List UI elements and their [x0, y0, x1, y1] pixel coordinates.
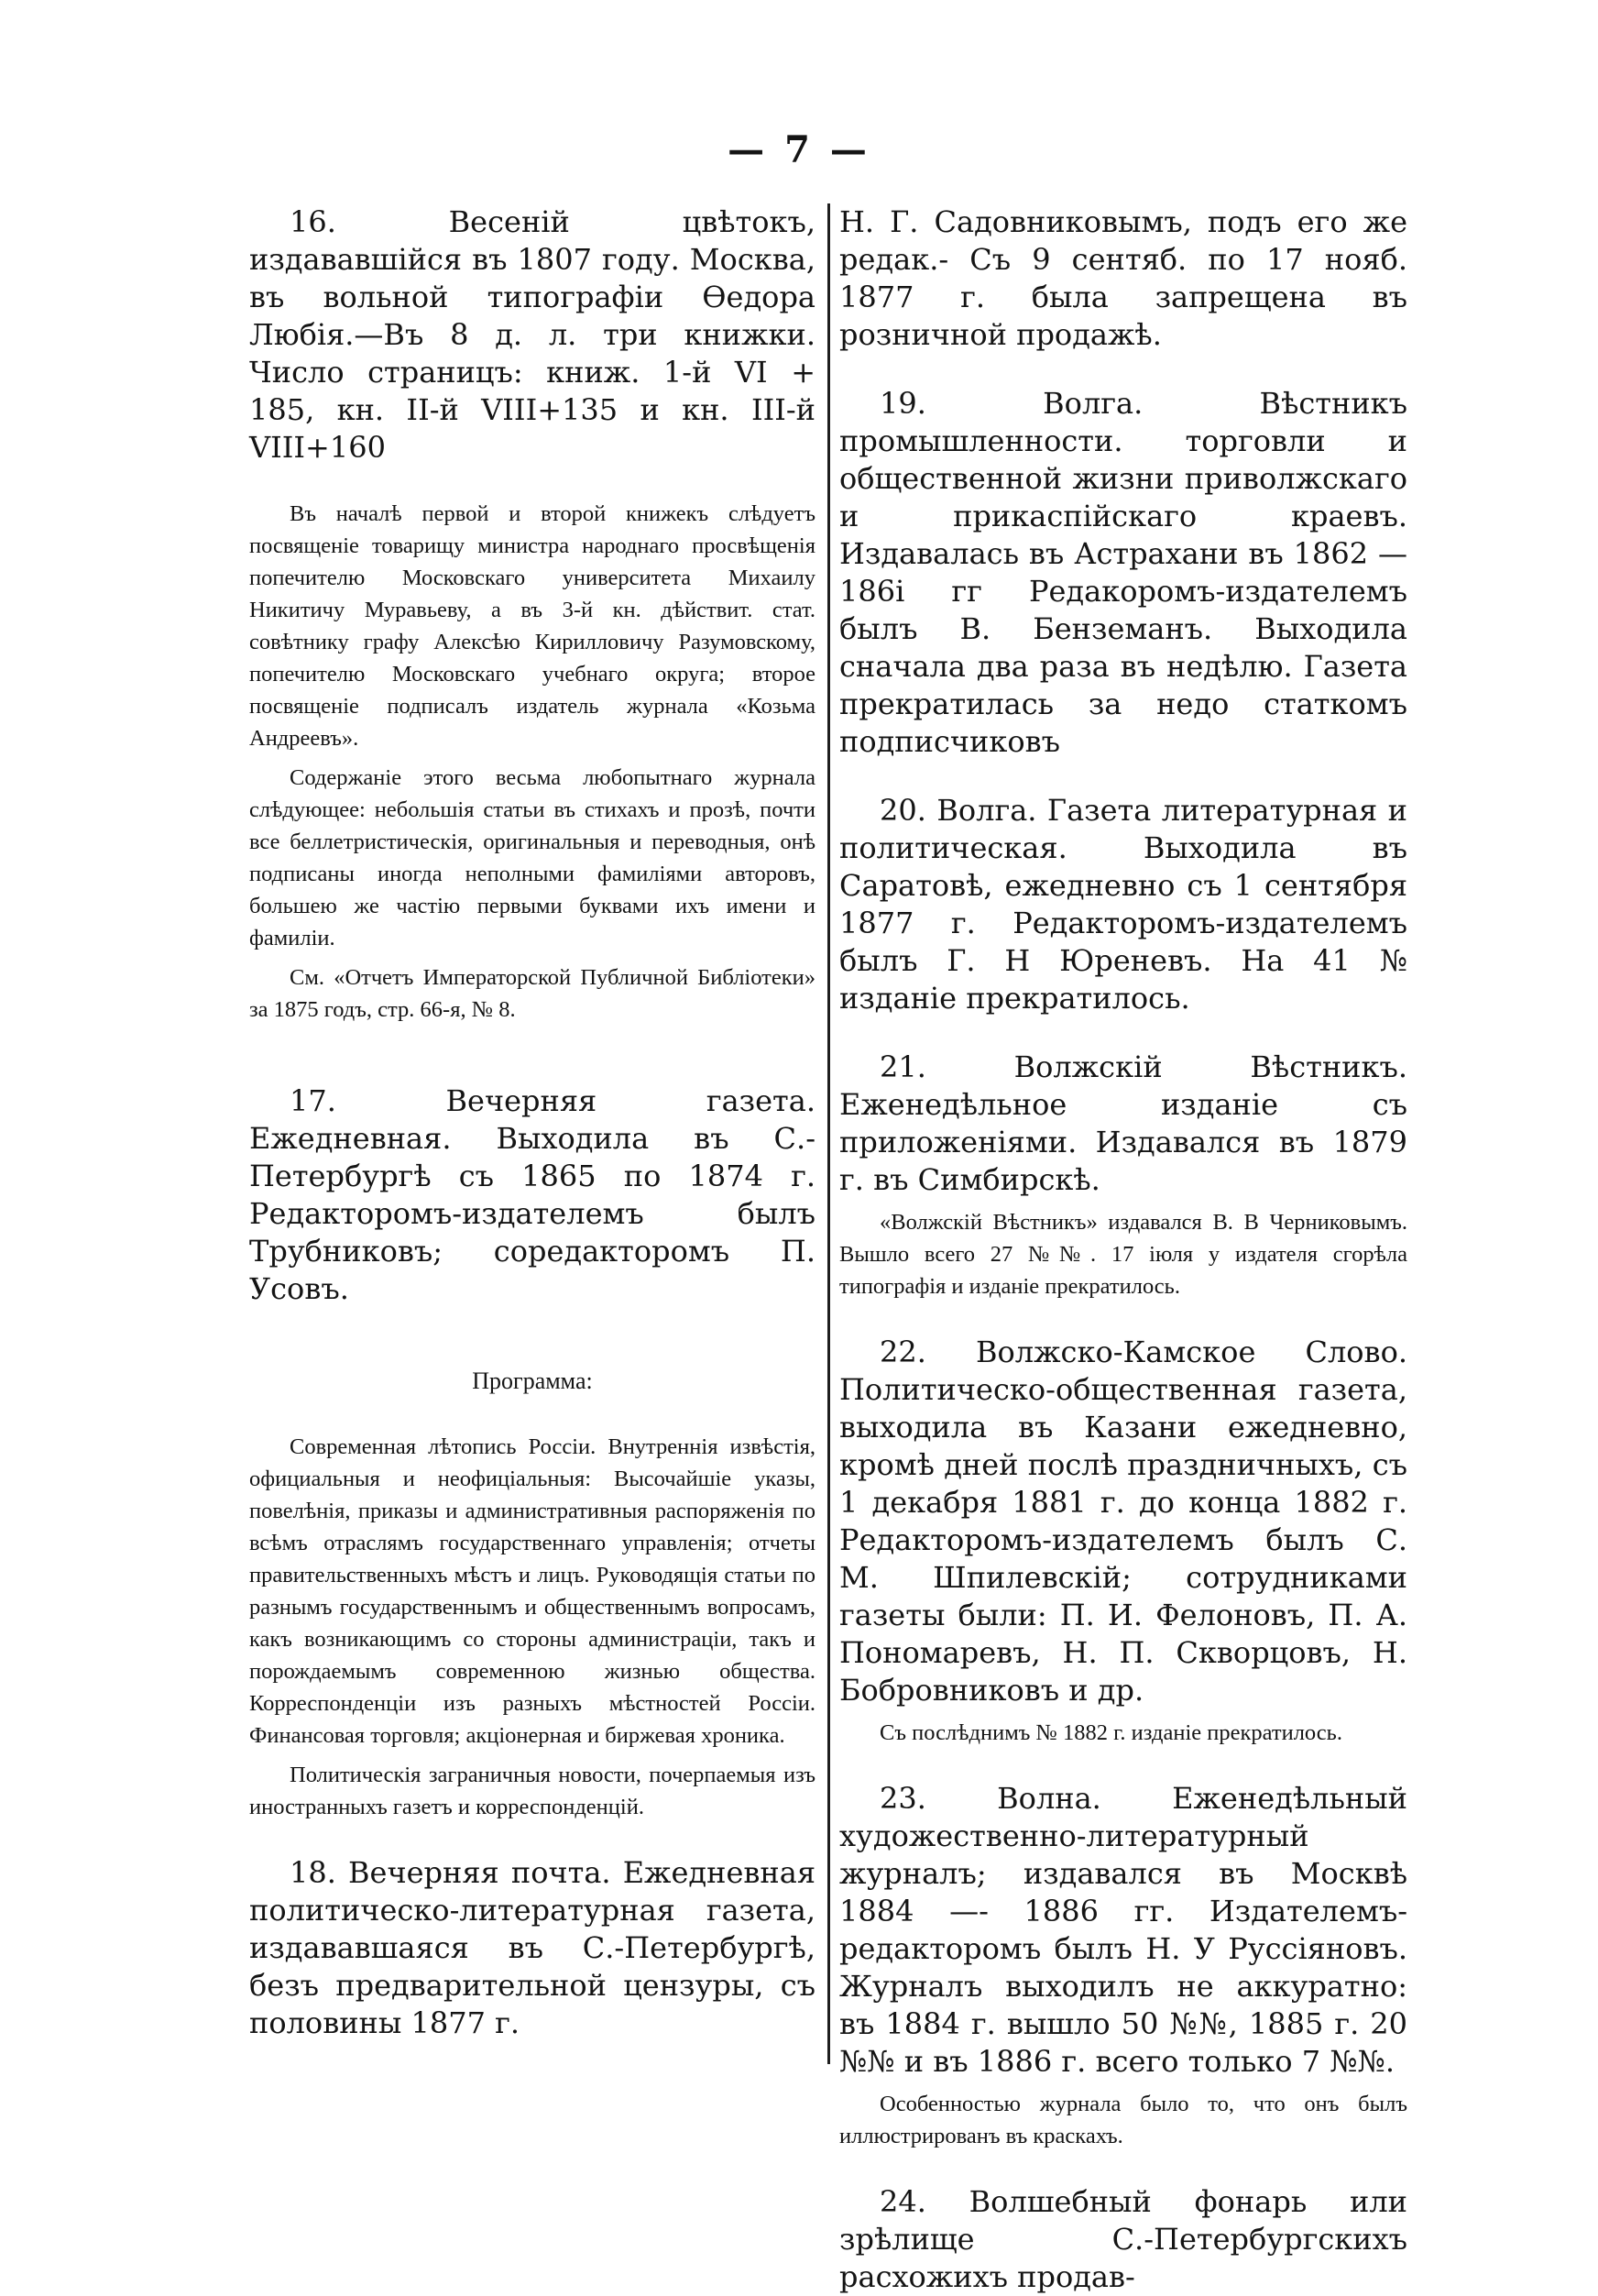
entry-17-note-foreign-news: Политическія заграничныя новости, почерпаемыя изъ иностранныхъ газетъ и корреспонденцій.: [249, 1763, 815, 1819]
entry-16-note-reference: См. «Отчетъ Императорской Публичной Библіотеки» за 1875 годъ, стр. 66-я, № 8.: [249, 965, 815, 1022]
entry-22-note: Съ послѣднимъ № 1882 г. изданіе прекратилось.: [880, 1720, 1342, 1745]
entry-23-note: Особенностью журнала было то, что онъ былъ иллюстрированъ въ краскахъ.: [839, 2092, 1407, 2148]
page-number: — 7 —: [728, 128, 870, 171]
entry-21-text: 21. Волжскій Вѣстникъ. Еженедѣльное изданіе съ приложеніями. Издавался въ 1879 г. въ Симбирскѣ.: [839, 1049, 1407, 1197]
entry-17-text: 17. Вечерняя газета. Ежедневная. Выходила въ С.-Петербургѣ съ 1865 по 1874 г. Редакторомъ-издателемъ былъ Трубниковъ; соредакторомъ П. Усовъ.: [249, 1083, 815, 1306]
entry-16-note-dedication: Въ началѣ первой и второй книжекъ слѣдуетъ посвященіе товарищу министра народнаго просвѣщенія попечителю Московскаго университета Михаилу Никитичу Муравьеву, а въ 3-й кн. дѣйствит. стат. совѣтнику графу Алексѣю Кирилловичу Разумовскому, попечителю Московскаго учебнаго округа; второе посвященіе подписалъ издатель журнала «Козьма Андреевъ».: [249, 501, 815, 751]
entry-17-note-program: Современная лѣтопись Россіи. Внутреннія извѣстія, официальныя и неофиціальныя: Высочайшіе указы, повелѣнія, приказы и административныя распоряженія по всѣмъ отраслямъ государственнаго управленія; отчеты правительственныхъ мѣстъ и лицъ. Руководящія статьи по разнымъ государственнымъ и общественнымъ вопросамъ, какъ возникающимъ со стороны администраціи, такъ и порождаемымъ современною жизнью общества. Корреспонденціи изъ разныхъ мѣстностей Россіи. Финансовая торговля; акціонерная и биржевая хроника.: [249, 1434, 815, 1748]
entry-16-text: 16. Весеній цвѣтокъ, издававшійся въ 1807 году. Москва, въ вольной типографіи Өедора Любія.—Въ 8 д. л. три книжки. Число страницъ: книж. 1-й VI + 185, кн. II-й VIII+135 и кн. III-й VIII+160: [249, 204, 815, 465]
entry-19-text: 19. Волга. Вѣстникъ промышленности. торговли и общественной жизни приволжскаго и прикаспійскаго краевъ. Издавалась въ Астрахани въ 1862 — 186і гг Редакоромъ-издателемъ былъ В. Бенземанъ. Выходила сначала два раза въ недѣлю. Газета прекратилась за недо статкомъ подписчиковъ: [839, 386, 1407, 759]
entry-24-text: 24. Волшебный фонарь или зрѣлище С.-Петербургскихъ расхожихъ продав-: [839, 2184, 1407, 2294]
entry-17-program-heading: Программа:: [472, 1368, 593, 1394]
entry-20-text: 20. Волга. Газета литературная и политическая. Выходила въ Саратовѣ, ежедневно съ 1 сентября 1877 г. Редакторомъ-издателемъ былъ Г. Н Юреневъ. На 41 № изданіе прекратилось.: [839, 793, 1407, 1016]
entry-22-text: 22. Волжско-Камское Слово. Политическо-общественная газета, выходила въ Казани ежедневно, кромѣ дней послѣ праздничныхъ, съ 1 декабря 1881 г. до конца 1882 г. Редакторомъ-издателемъ былъ С. М. Шпилевскій; сотрудниками газеты были: П. И. Фелоновъ, П. А. Пономаревъ, Н. П. Скворцовъ, Н. Бобровниковъ и др.: [839, 1335, 1407, 1708]
entry-16-note-contents: Содержаніе этого весьма любопытнаго журнала слѣдующее: небольшія статьи въ стихахъ и прозѣ, почти все беллетристическія, оригинальныя и переводныя, онѣ подписаны иногда неполными фамиліями авторовъ, большею же частію первыми буквами ихъ имени и фамиліи.: [249, 765, 815, 950]
column-divider: [827, 203, 830, 2064]
entry-23-text: 23. Волна. Еженедѣльный художественно-литературный журналъ; издавался въ Москвѣ 1884 —- 1886 гг. Издателемъ-редакторомъ былъ Н. У Руссіяновъ. Журналъ выходилъ не аккуратно: въ 1884 г. вышло 50 №№, 1885 г. 20 №№ и въ 1886 г. всего только 7 №№.: [839, 1781, 1407, 2079]
entry-18-continuation: Н. Г. Садовниковымъ, подъ его же редак.- Съ 9 сентяб. по 17 нояб. 1877 г. была запрещена въ розничной продажѣ.: [839, 204, 1407, 352]
left-column: [249, 203, 815, 2042]
right-column: [839, 203, 1407, 2296]
entry-21-note: «Волжскій Вѣстникъ» издавался В. В Черниковымъ. Вышло всего 27 №№. 17 іюля у издателя сгорѣла типографія и изданіе прекратилось.: [839, 1210, 1407, 1299]
entry-18-text: 18. Вечерняя почта. Ежедневная политическо-литературная газета, издававшаяся въ С.-Петербургѣ, безъ предварительной цензуры, съ половины 1877 г.: [249, 1855, 815, 2040]
